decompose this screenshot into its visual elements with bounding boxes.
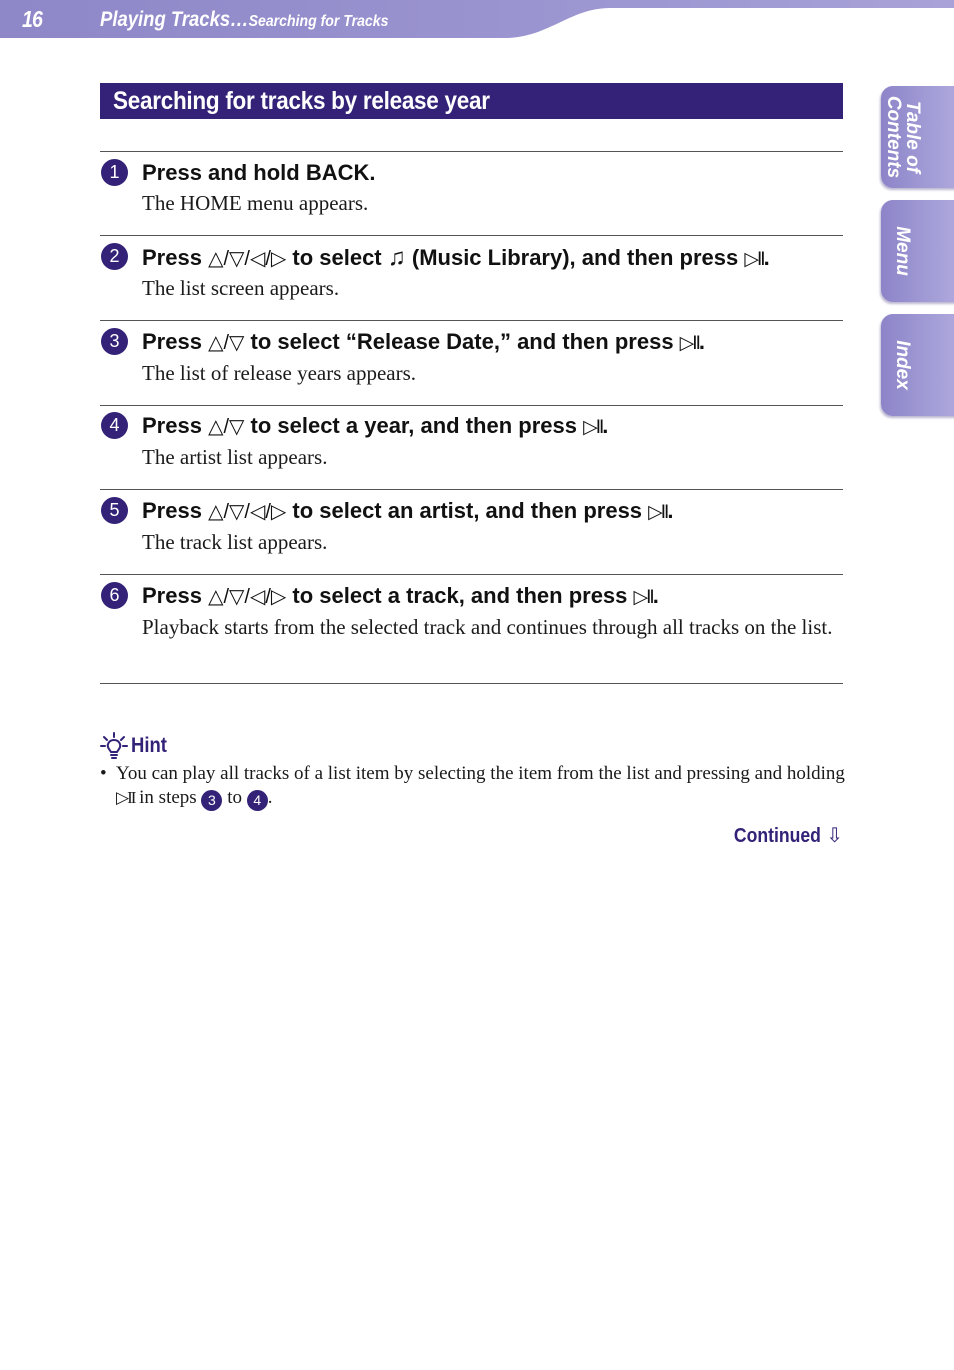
step-1-instruction: Press and hold BACK. [142, 160, 376, 185]
continued-link[interactable] [722, 823, 843, 848]
section-title-text: Searching for tracks by release year [113, 87, 490, 115]
step-3-text-pre: Press [142, 329, 209, 354]
step-5-text-post: to select an artist, and then press [286, 498, 649, 523]
step-6-instruction [142, 583, 659, 609]
breadcrumb-sub: Searching for Tracks [248, 13, 389, 30]
play-pause-icon: ▷II [679, 333, 699, 354]
step-number-1: 1 [101, 159, 128, 186]
bullet: • [100, 763, 107, 784]
step-number-3: 3 [101, 328, 128, 355]
step-2-text-pre: Press [142, 245, 209, 270]
hint-title: Hint [131, 734, 167, 757]
tab-index[interactable] [881, 314, 954, 416]
direction-arrows-icon: △/▽/◁/▷ [208, 586, 287, 608]
step-6-text-pre: Press [142, 583, 209, 608]
direction-arrows-icon: △/▽/◁/▷ [208, 248, 287, 270]
continued-label: Continued [733, 825, 821, 847]
hint-text [116, 762, 845, 811]
step-4-result: The artist list appears. [142, 445, 328, 469]
play-pause-icon: ▷II [116, 788, 135, 807]
direction-arrows-icon: △/▽ [208, 416, 245, 438]
hint-text-to: to [222, 787, 247, 808]
step-4-text-pre: Press [142, 413, 209, 438]
step-6-result: Playback starts from the selected track and continues through all tracks on the list. [142, 615, 833, 639]
step-4-text-post: to select a year, and then press [244, 413, 584, 438]
step-ref-3: 3 [201, 790, 222, 811]
hint-body [100, 762, 845, 811]
step-3-text-end: . [698, 329, 705, 354]
tab-index-label: Index [892, 340, 914, 390]
step-6-text-post: to select a track, and then press [286, 583, 634, 608]
tab-table-of-contents-label: Table of Contents [883, 95, 923, 179]
step-ref-4: 4 [247, 790, 268, 811]
page-number: 16 [22, 6, 43, 32]
step-3-text-post: to select “Release Date,” and then press [244, 329, 680, 354]
tab-menu[interactable] [881, 200, 954, 302]
play-pause-icon: ▷II [583, 417, 603, 438]
divider [100, 489, 843, 490]
step-5-text-pre: Press [142, 498, 209, 523]
tab-menu-label: Menu [892, 226, 914, 276]
step-4-text-end: . [602, 413, 609, 438]
page-header [0, 0, 954, 44]
section-title [100, 83, 843, 119]
step-3-result: The list of release years appears. [142, 361, 417, 385]
step-number-4: 4 [101, 412, 128, 439]
divider [100, 574, 843, 575]
divider [100, 320, 843, 321]
hint-text-end: . [267, 787, 273, 808]
lightbulb-icon [100, 732, 128, 762]
divider [100, 151, 843, 152]
hint-text-pre: You can play all tracks of a list item by selecting the item from the list and pressing and holding [116, 763, 845, 784]
step-2-text-end: . [763, 245, 770, 270]
breadcrumb-main: Playing Tracks… [100, 8, 249, 31]
step-2-result: The list screen appears. [142, 276, 340, 300]
step-5-result: The track list appears. [142, 530, 328, 554]
step-1-result: The HOME menu appears. [142, 191, 369, 215]
down-arrow-icon: ⇩ [826, 825, 843, 847]
step-2-instruction [142, 244, 770, 272]
direction-arrows-icon: △/▽/◁/▷ [208, 501, 287, 523]
music-note-icon: ♫ [387, 244, 406, 271]
step-5-text-end: . [667, 498, 674, 523]
step-number-6: 6 [101, 582, 128, 609]
divider [100, 683, 843, 684]
play-pause-icon: ▷II [744, 249, 764, 270]
direction-arrows-icon: △/▽ [208, 332, 245, 354]
step-2-text-post: (Music Library), and then press [405, 245, 745, 270]
step-number-2: 2 [101, 243, 128, 270]
tab-table-of-contents[interactable] [881, 86, 954, 188]
step-number-5: 5 [101, 497, 128, 524]
divider [100, 235, 843, 236]
breadcrumb[interactable] [100, 8, 388, 32]
divider [100, 405, 843, 406]
play-pause-icon: ▷II [633, 587, 653, 608]
step-3-instruction [142, 329, 705, 355]
step-4-instruction [142, 413, 608, 439]
step-5-instruction [142, 498, 673, 524]
play-pause-icon: ▷II [648, 502, 668, 523]
hint-text-mid: in steps [134, 787, 202, 808]
step-2-text-mid: to select [286, 245, 388, 270]
step-6-text-end: . [652, 583, 659, 608]
